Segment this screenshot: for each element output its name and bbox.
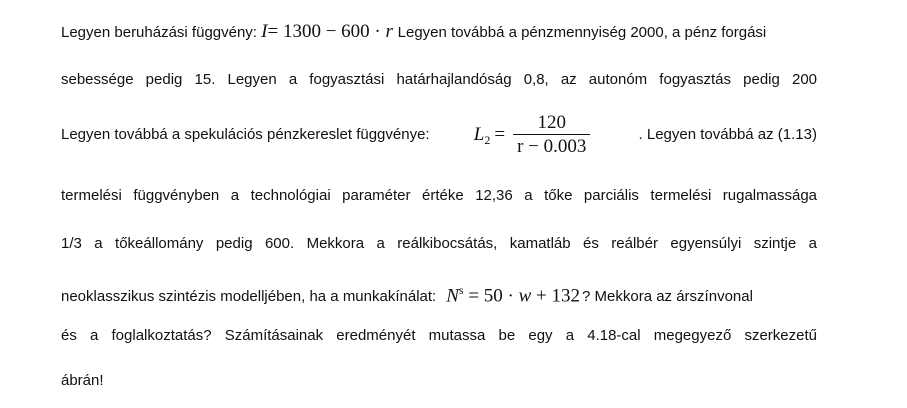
labor-supply-formula	[446, 280, 580, 306]
formula-var-N: N	[446, 285, 459, 307]
text-line-7: és a foglalkoztatás? Számításainak eredményét mutassa be egy a 4.18-cal megegyező szerkezetű	[61, 327, 817, 344]
formula-fraction	[513, 112, 590, 159]
formula-rhs-2: + 132	[531, 285, 581, 307]
formula-var-I: I	[261, 21, 268, 42]
text-line-8: ábrán!	[61, 372, 104, 389]
formula-var-L: L	[473, 124, 485, 145]
text-line-5: 1/3 a tőkeállomány pedig 600. Mekkora a reálkibocsátás, kamatláb és reálbér egyensúlyi szintje a	[61, 235, 817, 252]
line6-text-2: ? Mekkora az árszínvonal	[582, 288, 753, 306]
line1-text-2: Legyen továbbá a pénzmennyiség 2000, a pénz forgási	[397, 24, 767, 41]
fraction-denominator: r − 0.003	[517, 135, 587, 157]
formula-equals: =	[494, 124, 506, 145]
formula-var-w: w	[518, 285, 532, 307]
line3-text: Legyen továbbá a spekulációs pénzkereslet függvénye:	[61, 126, 430, 143]
formula-sup-s: s	[458, 283, 464, 297]
fraction-numerator: 120	[513, 112, 590, 135]
text-line-1	[61, 22, 817, 43]
line3-text-2: . Legyen továbbá az (1.13)	[638, 126, 817, 143]
formula-rhs-1: = 50 ·	[463, 285, 519, 307]
line6-text: neoklasszikus szintézis modelljében, ha a munkakínálat:	[61, 288, 437, 306]
text-line-3	[61, 111, 817, 159]
investment-formula	[261, 21, 398, 42]
text-line-4: termelési függvényben a technológiai paraméter értéke 12,36 a tőke parciális termelési rugalmassága	[61, 187, 817, 204]
formula-sub-2: 2	[484, 133, 491, 147]
speculative-demand-formula	[474, 112, 595, 159]
text-line-6	[61, 280, 817, 307]
formula-var-r: r	[385, 21, 393, 42]
formula-rhs: = 1300 − 600 ·	[267, 21, 386, 42]
line1-text: Legyen beruházási függvény:	[61, 24, 257, 41]
text-line-2: sebessége pedig 15. Legyen a fogyasztási határhajlandóság 0,8, az autonóm fogyasztás pedig 200	[61, 71, 817, 88]
